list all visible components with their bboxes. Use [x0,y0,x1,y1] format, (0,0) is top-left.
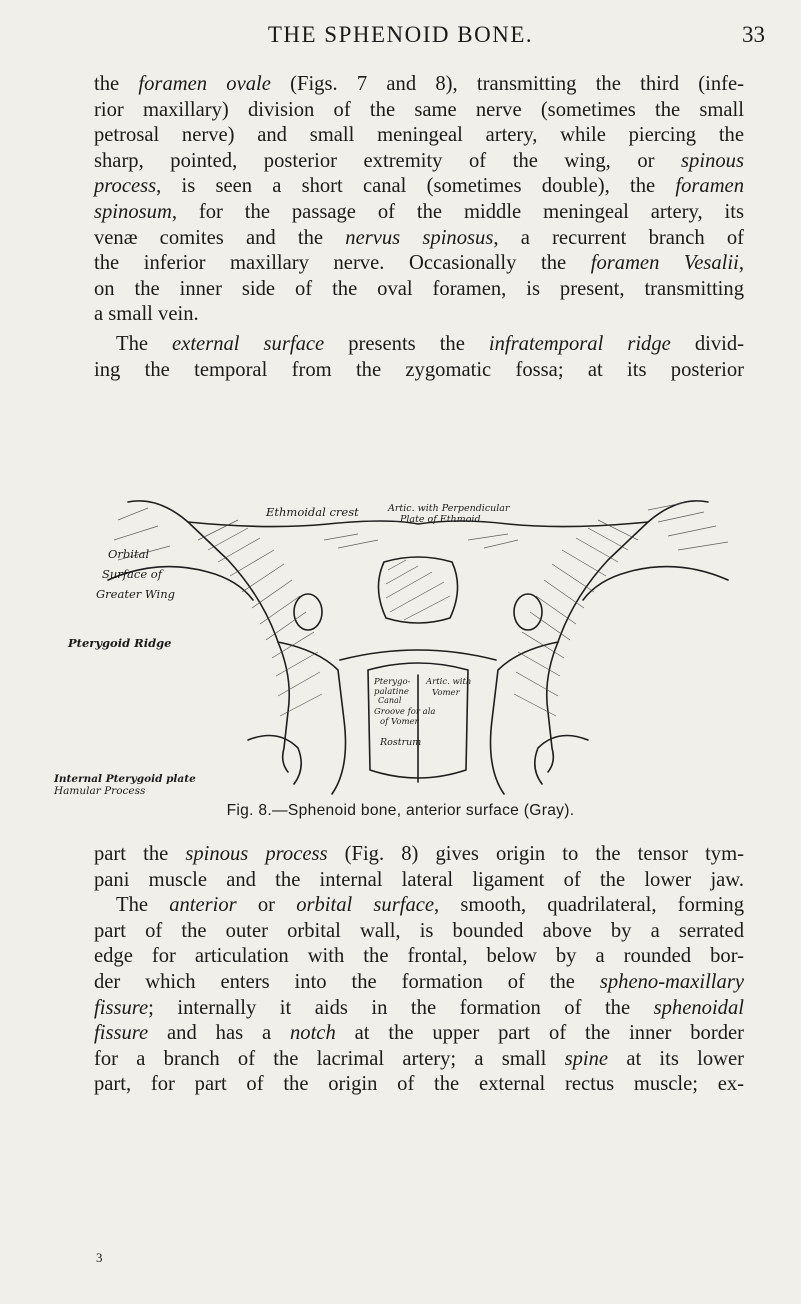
text-line: rior maxillary) division of the same nerve (sometimes the small [94,98,744,121]
italic-term: fissure [94,996,149,1019]
text-line: der which enters into the formation of the spheno-maxillary [94,970,744,993]
text-line: petrosal nerve) and small meningeal artery, while piercing the [94,124,744,147]
text-line: part, for part of the origin of the external rectus muscle; ex- [94,1073,744,1096]
text-line: ing the temporal from the zygomatic fossa; at its posterior [94,358,744,381]
figure-caption: Fig. 8.—Sphenoid bone, anterior surface (Gray). [226,802,575,819]
label-canal: Canal [378,696,402,705]
italic-term: foramen [675,175,744,198]
label-pterygoid-ridge: Pterygoid Ridge [68,636,172,650]
text-line: sharp, pointed, posterior extremity of the wing, or spinous [94,149,744,172]
italic-term: spinous [681,149,744,172]
label-of-vomer: of Vomer [380,717,419,727]
page-number: 33 [742,22,765,47]
text-line: for a branch of the lacrimal artery; a small spine at its lower [94,1047,744,1070]
sphenoid-figure [54,500,748,798]
label-palatine: palatine [374,687,409,697]
label-hamular-process: Hamular Process [54,785,146,797]
text-line: a small vein. [94,303,199,326]
text-line: fissure and has a notch at the upper part of the inner border [94,1022,744,1045]
text-line: The anterior or orbital surface, smooth, quadrilateral, forming [116,894,745,917]
text-line: part the spinous process (Fig. 8) gives origin to the tensor tym- [94,843,744,865]
label-pterygo: Pterygo- [374,677,411,687]
italic-term: anterior [169,894,237,917]
label-internal-pterygoid-plate: Internal Pterygoid plate [54,773,196,785]
italic-term: infratemporal ridge [488,333,671,355]
label-groove-for-ala: Groove for ala [374,707,436,717]
italic-term: spinous process [185,843,328,865]
italic-term: process [94,175,157,198]
label-plate-of-ethmoid: Plate of Ethmoid [400,514,481,525]
italic-term: nervus spinosus [345,226,494,249]
label-surface-of: Surface of [102,567,162,581]
italic-term: orbital surface [296,894,435,917]
label-artic-with: Artic. with [426,677,472,687]
text-line: The external surface presents the infratemporal ridge divid- [116,333,745,355]
italic-term: external surface [172,333,325,355]
paragraph-external-surface [94,332,744,383]
italic-term: spine [564,1047,609,1070]
italic-term: fissure [94,1022,149,1045]
text-line: fissure; internally it aids in the formation of the sphenoidal [94,996,744,1019]
italic-term: foramen ovale [138,73,271,95]
text-line: on the inner side of the oval foramen, is present, transmitting [94,277,744,300]
running-header [0,18,801,52]
italic-term: notch [289,1022,336,1045]
label-ethmoidal-crest: Ethmoidal crest [266,505,359,519]
text-line: part of the outer orbital wall, is bounded above by a serrated [94,919,744,942]
label-orbital: Orbital [108,547,150,561]
label-rostrum: Rostrum [380,737,422,748]
text-line: pani muscle and the internal lateral ligament of the lower jaw. [94,868,744,891]
italic-term: spinosum [94,200,172,223]
label-vomer: Vomer [432,688,460,698]
paragraph-foramen-ovale [94,72,744,328]
text-line: venæ comites and the nervus spinosus, a recurrent branch of [94,226,744,249]
italic-term: foramen Vesalii [590,252,739,275]
text-line: the foramen ovale (Figs. 7 and 8), transmitting the third (infe- [94,73,744,95]
signature-mark: 3 [96,1250,103,1265]
italic-term: sphenoidal [653,996,744,1019]
italic-term: spheno-maxillary [599,970,744,993]
running-title: THE SPHENOID BONE. [267,22,534,47]
text-line: spinosum, for the passage of the middle meningeal artery, its [94,200,744,223]
text-line: the inferior maxillary nerve. Occasionally the foramen Vesalii, [94,252,745,275]
label-greater-wing: Greater Wing [96,587,175,601]
sphenoid-bone-illustration [54,500,748,798]
paragraph-orbital-surface [94,842,744,1098]
text-line: edge for articulation with the frontal, below by a rounded bor- [94,945,744,968]
text-line: process, is seen a short canal (sometimes double), the foramen [94,175,744,198]
label-artic-perpendicular: Artic. with Perpendicular [388,503,510,514]
